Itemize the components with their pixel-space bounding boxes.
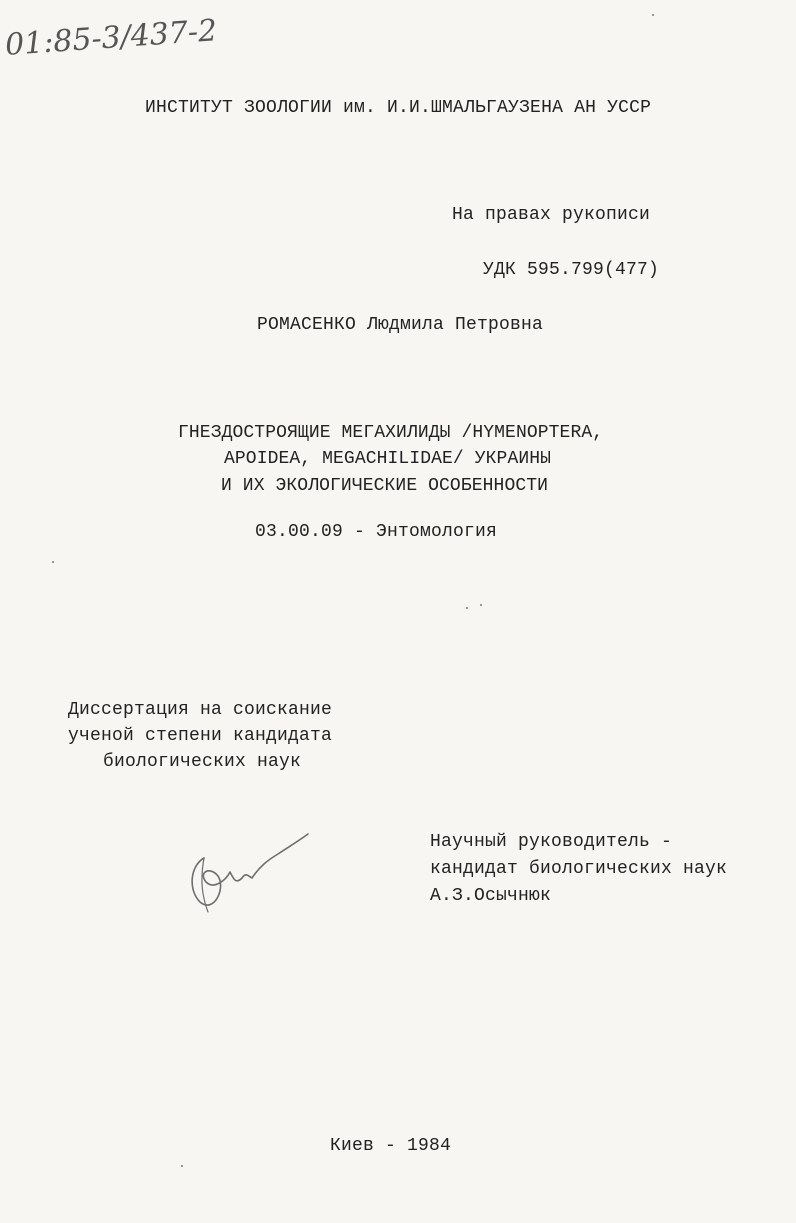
scan-speck [181,1165,183,1167]
title-line-3: И ИХ ЭКОЛОГИЧЕСКИЕ ОСОБЕННОСТИ [221,476,549,496]
supervisor-line-3: А.З.Осычнюк [430,886,552,906]
dissertation-line-1: Диссертация на соискание [68,700,333,720]
scan-speck [52,561,54,563]
manuscript-rights-note: На правах рукописи [452,205,651,225]
archive-handwritten-mark: 01:85-3/437-2 [4,13,219,63]
scan-speck [652,14,654,16]
dissertation-line-2: ученой степени кандидата [68,726,333,746]
scan-speck [466,607,468,609]
scan-speck [480,604,482,606]
institute-heading: ИНСТИТУТ ЗООЛОГИИ им. И.И.ШМАЛЬГАУЗЕНА АН УССР [145,98,652,118]
dissertation-line-3: биологических наук [103,752,302,772]
supervisor-line-2: кандидат биологических наук [430,859,728,879]
specialty-code: 03.00.09 - Энтомология [255,522,498,542]
title-line-2: APOIDEA, MEGACHILIDAE/ УКРАИНЫ [224,449,552,469]
author-signature [180,830,320,920]
udc-code: УДК 595.799(477) [483,260,660,280]
supervisor-line-1: Научный руководитель - [430,832,673,852]
author-name: РОМАСЕНКО Людмила Петровна [257,315,544,335]
city-year: Киев - 1984 [330,1136,452,1156]
title-line-1: ГНЕЗДОСТРОЯЩИЕ МЕГАХИЛИДЫ /HYMENOPTERA, [178,423,604,443]
